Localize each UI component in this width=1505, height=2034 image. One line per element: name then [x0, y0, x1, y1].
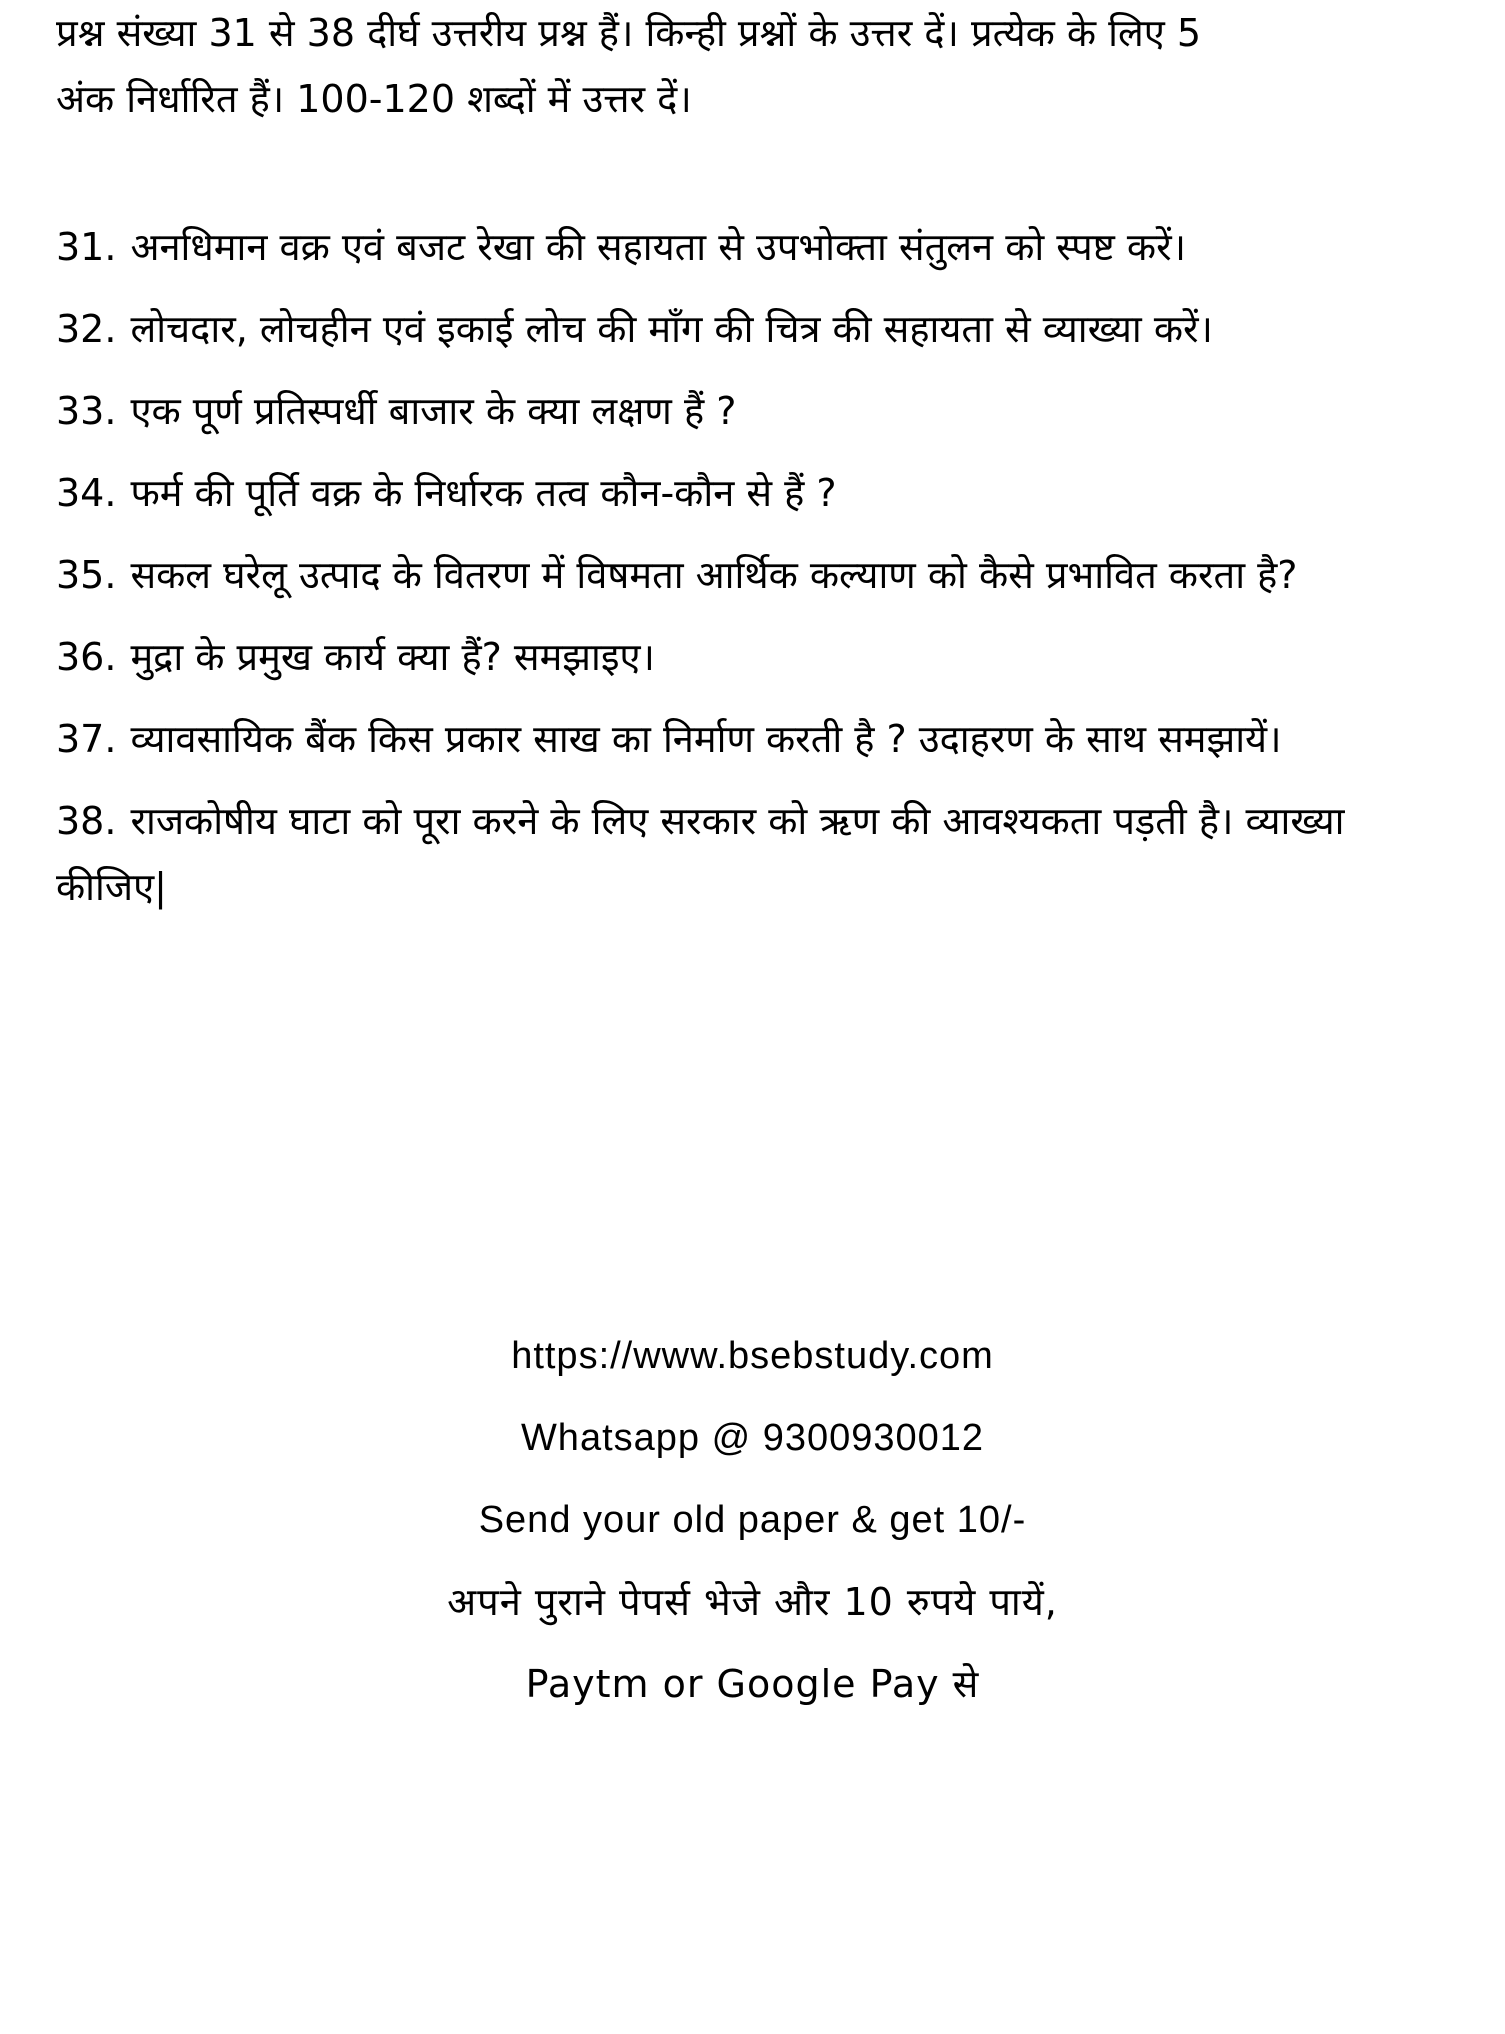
question-item: [56, 296, 1456, 362]
question-text: फर्म की पूर्ति वक्र के निर्धारक तत्व कौन-कौन से हैं ?: [130, 471, 837, 515]
instructions-line-2: अंक निर्धारित हैं। 100-120 शब्दों में उत्तर दें।: [56, 77, 692, 121]
promo-footer: [0, 1315, 1505, 1725]
offer-text-hindi: अपने पुराने पेपर्स भेजे और 10 रुपये पायें,: [447, 1580, 1058, 1624]
question-item: [56, 378, 1456, 444]
question-item: [56, 542, 1456, 608]
question-item: [56, 214, 1456, 280]
website-link[interactable]: https://www.bsebstudy.com: [511, 1335, 994, 1377]
offer-text-english: Send your old paper & get 10/-: [478, 1499, 1027, 1541]
payment-methods: Paytm or Google Pay से: [525, 1662, 980, 1706]
question-number: 33.: [56, 389, 117, 433]
question-number: 34.: [56, 471, 117, 515]
question-list: [56, 214, 1456, 936]
question-number: 32.: [56, 307, 117, 351]
question-number: 37.: [56, 717, 117, 761]
instructions-line-1: प्रश्न संख्या 31 से 38 दीर्घ उत्तरीय प्रश्न हैं। किन्ही प्रश्नों के उत्तर दें। प्रत्येक के लिए 5: [56, 11, 1202, 55]
question-number: 36.: [56, 635, 117, 679]
question-item: [56, 460, 1456, 526]
question-number: 35.: [56, 553, 117, 597]
question-text: मुद्रा के प्रमुख कार्य क्या हैं? समझाइए।: [130, 635, 655, 679]
question-item: [56, 706, 1456, 772]
question-number: 31.: [56, 225, 117, 269]
question-text: व्यावसायिक बैंक किस प्रकार साख का निर्माण करती है ? उदाहरण के साथ समझायें।: [130, 717, 1282, 761]
question-item: [56, 624, 1456, 690]
section-instructions: [56, 0, 1456, 132]
question-text: अनधिमान वक्र एवं बजट रेखा की सहायता से उपभोक्ता संतुलन को स्पष्ट करें।: [130, 225, 1187, 269]
question-text: राजकोषीय घाटा को पूरा करने के लिए सरकार को ऋण की आवश्यकता पड़ती है। व्याख्या कीजिए|: [56, 799, 1345, 909]
question-text: लोचदार, लोचहीन एवं इकाई लोच की माँग की चित्र की सहायता से व्याख्या करें।: [130, 307, 1213, 351]
question-item: [56, 788, 1456, 920]
question-text: एक पूर्ण प्रतिस्पर्धी बाजार के क्या लक्षण हैं ?: [130, 389, 737, 433]
question-text: सकल घरेलू उत्पाद के वितरण में विषमता आर्थिक कल्याण को कैसे प्रभावित करता है?: [130, 553, 1298, 597]
whatsapp-contact: Whatsapp @ 9300930012: [520, 1417, 985, 1459]
question-number: 38.: [56, 799, 117, 843]
